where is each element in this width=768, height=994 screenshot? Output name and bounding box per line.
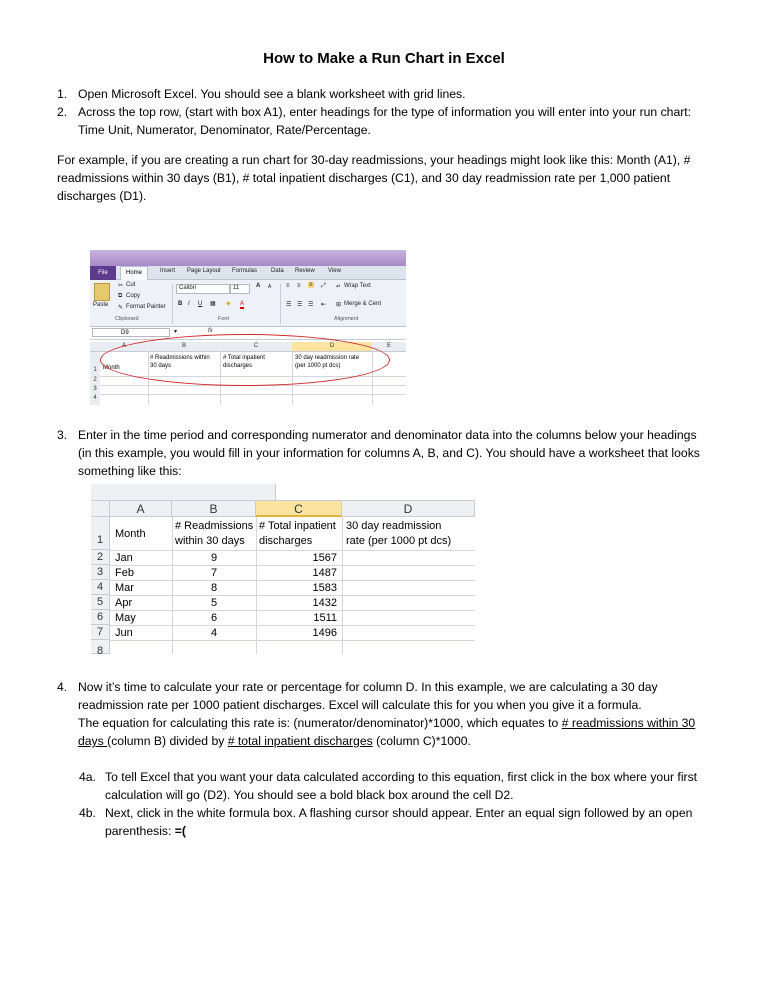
fill-color-icon[interactable]: ◈ <box>226 301 231 307</box>
readmissions-cell[interactable]: 5 <box>210 597 218 609</box>
tab-formulas[interactable]: Formulas <box>232 268 258 274</box>
formula-bar-strip <box>91 484 475 501</box>
tab-review[interactable]: Review <box>295 268 315 274</box>
tab-view[interactable]: View <box>328 268 341 274</box>
discharges-cell[interactable]: 1487 <box>312 567 337 579</box>
column-header-d[interactable]: D <box>292 342 372 351</box>
row-header-2[interactable]: 2 <box>90 376 100 385</box>
align-center-icon[interactable]: ☰ <box>297 302 303 308</box>
column-header-a[interactable]: A <box>121 343 126 349</box>
row-header-1[interactable]: 1 <box>91 517 110 550</box>
readmissions-cell[interactable]: 4 <box>210 627 218 639</box>
tab-insert[interactable]: Insert <box>160 268 176 274</box>
discharges-cell[interactable]: 1583 <box>312 582 337 594</box>
ribbon-body <box>90 280 406 327</box>
highlight-ellipse <box>100 334 390 386</box>
step-text: Open Microsoft Excel. You should see a blank worksheet with grid lines. <box>78 87 466 101</box>
row-header-8[interactable]: 8 <box>91 640 110 654</box>
paste-icon[interactable] <box>94 283 110 301</box>
row-header-5[interactable]: 5 <box>91 595 110 610</box>
grid-line <box>110 640 475 641</box>
group-divider <box>280 284 281 324</box>
cut-icon[interactable]: ✂ <box>118 283 124 289</box>
header-cell-b1-line1[interactable]: # Readmissions <box>175 520 254 532</box>
formula-snippet: =( <box>174 824 186 838</box>
example-paragraph: For example, if you are creating a run chart for 30-day readmissions, your headings might look like this: Month (A1), # readmissions within 30 days (B1), # total inpatient discharges (C1), and 30 day readmission rate per 1,000 patient discharges (D1). <box>57 153 691 203</box>
wrap-text-icon[interactable]: ↵ <box>336 284 342 290</box>
merge-center-button[interactable]: Merge & Cent <box>344 301 382 307</box>
header-cell-b1[interactable]: # Readmissions within 30 days <box>150 355 210 369</box>
grid-line <box>342 517 343 654</box>
month-cell[interactable]: May <box>115 612 136 624</box>
orientation-icon[interactable]: ⤢ <box>321 283 326 289</box>
header-cell-d1[interactable]: 30 day readmission rate (per 1000 pt dcs) <box>295 355 360 369</box>
underline-button[interactable]: U <box>198 301 203 307</box>
discharges-cell[interactable]: 1567 <box>312 552 337 564</box>
format-painter-button[interactable]: Format Painter <box>126 304 166 310</box>
excel-ribbon-screenshot <box>90 250 406 405</box>
wrap-text-button[interactable]: Wrap Text <box>344 283 371 289</box>
shrink-font-button[interactable]: A <box>268 284 272 290</box>
paste-button[interactable]: Paste <box>93 302 109 308</box>
step-4 <box>57 678 708 750</box>
header-cell-c1-line2[interactable]: discharges <box>259 535 313 547</box>
readmissions-cell[interactable]: 8 <box>210 582 218 594</box>
column-header-c[interactable]: C <box>256 501 342 517</box>
column-header-c[interactable]: C <box>253 343 259 349</box>
row-header-3[interactable]: 3 <box>90 385 100 394</box>
bold-button[interactable]: B <box>178 301 183 307</box>
row-header-4[interactable]: 4 <box>90 394 100 405</box>
step-text: To tell Excel that you want your data calculated according to this equation, first click in the box where your first calculation will go (D2). You should see a bold black box around the cell D2. <box>105 770 698 802</box>
step-4b <box>79 804 715 840</box>
month-cell[interactable]: Apr <box>115 597 133 609</box>
select-all-corner[interactable] <box>91 501 110 517</box>
step-number: 3. <box>57 428 68 442</box>
step-number: 2. <box>57 105 68 119</box>
font-size-box[interactable]: 11 <box>230 284 250 294</box>
month-cell[interactable]: Jan <box>115 552 133 564</box>
row-header-7[interactable]: 7 <box>91 625 110 640</box>
chevron-down-icon[interactable]: ▾ <box>174 329 178 335</box>
step-number: 4a. <box>79 770 96 784</box>
worksheet-screenshot <box>91 484 475 654</box>
title-bar <box>90 250 406 266</box>
merge-icon[interactable]: ⊞ <box>336 302 342 308</box>
step-text: Now it’s time to calculate your rate or percentage for column D. In this example, we are calculating a 30 day readmission rate per 1000 patient discharges. Excel will calculate this for you when you give it a formula. <box>78 680 658 712</box>
readmissions-cell[interactable]: 6 <box>210 612 218 624</box>
step-text: Enter in the time period and corresponding numerator and denominator data into the columns below your headings (in this example, you would fill in your information for columns A, B, and C). You should have a worksheet that looks something like this: <box>78 428 700 478</box>
group-divider <box>172 284 173 324</box>
step-text: (column C)*1000. <box>372 734 471 748</box>
column-header-e[interactable]: E <box>386 343 391 349</box>
align-bottom-icon[interactable]: ≡ <box>309 282 313 288</box>
align-right-icon[interactable]: ☰ <box>308 302 314 308</box>
month-cell[interactable]: Feb <box>115 567 134 579</box>
align-top-icon[interactable]: ≡ <box>286 283 290 289</box>
font-color-button[interactable]: A <box>240 301 245 307</box>
column-header-b[interactable]: B <box>181 343 186 349</box>
tab-page-layout[interactable]: Page Layout <box>187 268 221 274</box>
column-header-a[interactable]: A <box>110 501 172 517</box>
step-2 <box>57 103 708 139</box>
copy-icon[interactable]: ⧉ <box>118 293 123 299</box>
font-group-label: Font <box>218 316 230 322</box>
row-header-1[interactable]: 1 <box>90 352 100 376</box>
step-number: 4b. <box>79 806 96 820</box>
step-number: 4. <box>57 680 68 694</box>
row-header-3[interactable]: 3 <box>91 565 110 580</box>
fx-icon[interactable]: fx <box>208 328 213 334</box>
row-header-4[interactable]: 4 <box>91 580 110 595</box>
underlined-term: # readmissions within 30 days <box>78 716 696 748</box>
clipboard-group-label: Clipboard <box>115 316 139 322</box>
column-header-d[interactable]: D <box>342 501 475 517</box>
name-box[interactable]: D9 <box>92 328 170 337</box>
tab-data[interactable]: Data <box>271 268 284 274</box>
step-text: Across the top row, (start with box A1), enter headings for the type of information you will enter into your run chart: Time Unit, Numerator, Denominator, Rate/Percentage. <box>78 105 692 137</box>
header-cell-c1-line1[interactable]: # Total inpatient <box>259 520 336 532</box>
discharges-cell[interactable]: 1511 <box>313 612 337 624</box>
format-painter-icon[interactable]: ✎ <box>118 305 124 311</box>
header-cell-a1[interactable]: Month <box>115 528 146 540</box>
header-cell-d1-line2[interactable]: rate (per 1000 pt dcs) <box>346 535 452 547</box>
discharges-cell[interactable]: 1496 <box>312 627 337 639</box>
name-box[interactable] <box>91 484 276 500</box>
cut-button[interactable]: Cut <box>126 282 136 288</box>
header-cell-c1[interactable]: # Total inpatient discharges <box>223 355 265 369</box>
header-cell-d1-line1[interactable]: 30 day readmission <box>346 520 442 532</box>
underlined-term: # total inpatient discharges <box>227 734 373 748</box>
step-text: (column B) divided by <box>107 734 228 748</box>
header-cell-a1[interactable]: Month <box>103 365 120 371</box>
indent-icon[interactable]: ⇤ <box>321 302 327 308</box>
step-3 <box>57 426 708 480</box>
align-middle-icon[interactable]: ≡ <box>297 283 301 289</box>
tab-home[interactable]: Home <box>120 266 148 280</box>
month-cell[interactable]: Mar <box>115 582 134 594</box>
row-header-6[interactable]: 6 <box>91 610 110 625</box>
tab-file[interactable]: File <box>90 266 116 280</box>
border-icon[interactable]: ▦ <box>210 301 216 307</box>
column-header-b[interactable]: B <box>172 501 256 517</box>
grid-line <box>100 394 406 395</box>
grow-font-button[interactable]: A <box>256 283 261 289</box>
step-text: Next, click in the white formula box. A flashing cursor should appear. Enter an equal sign followed by an open parenthesis: <box>105 806 693 838</box>
readmissions-cell[interactable]: 7 <box>210 567 218 579</box>
step-number: 1. <box>57 87 68 101</box>
alignment-group-label: Alignment <box>334 316 359 322</box>
step-4a <box>79 768 715 804</box>
step-text: The equation for calculating this rate is: (numerator/denominator)*1000, which equates to <box>78 716 562 730</box>
month-cell[interactable]: Jun <box>115 627 133 639</box>
row-header-2[interactable]: 2 <box>91 550 110 565</box>
step-1 <box>57 85 708 103</box>
copy-button[interactable]: Copy <box>126 293 141 299</box>
italic-button[interactable]: I <box>188 301 190 307</box>
header-cell-b1-line2[interactable]: within 30 days <box>175 535 245 547</box>
document-title: How to Make a Run Chart in Excel <box>263 50 505 67</box>
discharges-cell[interactable]: 1432 <box>312 597 337 609</box>
font-name-box[interactable]: Calibri <box>176 284 230 294</box>
align-left-icon[interactable]: ☰ <box>286 302 292 308</box>
readmissions-cell[interactable]: 9 <box>210 552 218 564</box>
